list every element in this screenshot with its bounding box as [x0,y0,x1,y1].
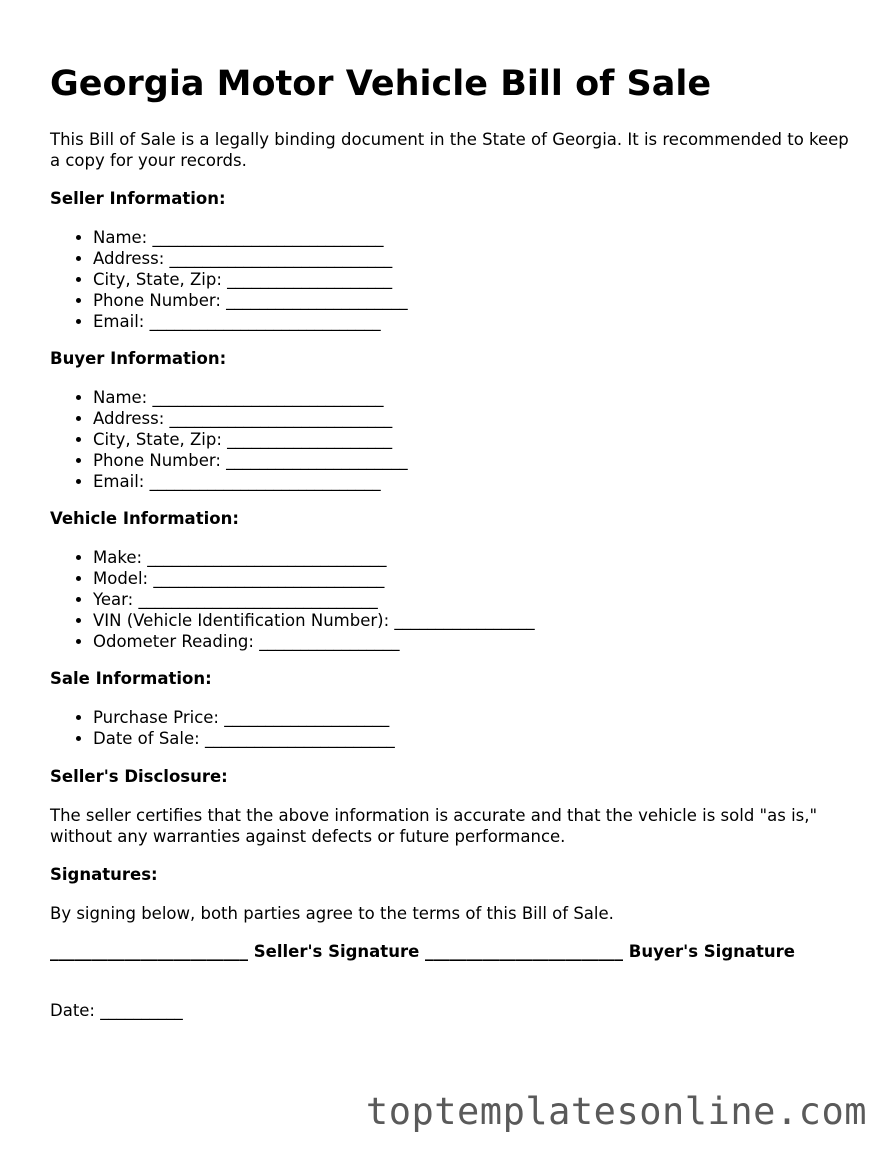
seller-address-item: • Address: ___________________________ [93,248,408,269]
seller-city-item: • City, State, Zip: ____________________ [93,269,408,290]
date-line: Date: __________ [50,1001,183,1020]
watermark: toptemplatesonline.com [365,1090,867,1133]
seller-list [50,227,408,332]
seller-email-item: • Email: ____________________________ [93,311,408,332]
vehicle-heading: Vehicle Information: [50,509,239,528]
intro-paragraph: This Bill of Sale is a legally binding document in the State of Georgia. It is recommended to keep a copy for your records. [50,130,849,170]
signature-lines: ________________________ Seller's Signature ________________________ Buyer's Signature [50,942,795,961]
signatures-intro: By signing below, both parties agree to the terms of this Bill of Sale. [50,904,614,923]
sale-list [50,707,395,749]
seller-heading: Seller Information: [50,189,226,208]
seller-phone-item: • Phone Number: ______________________ [93,290,408,311]
sale-price-item: • Purchase Price: ____________________ [93,707,395,728]
buyer-city-item: • City, State, Zip: ____________________ [93,429,408,450]
buyer-phone-item: • Phone Number: ______________________ [93,450,408,471]
buyer-name-item: • Name: ____________________________ [93,387,408,408]
buyer-heading: Buyer Information: [50,349,227,368]
vehicle-year-item: • Year: _____________________________ [93,589,535,610]
sale-heading: Sale Information: [50,669,212,688]
seller-name-item: • Name: ____________________________ [93,227,408,248]
disclosure-paragraph: The seller certifies that the above information is accurate and that the vehicle is sold "as is," without any warranties against defects or future performance. [50,806,818,846]
vehicle-odometer-item: • Odometer Reading: _________________ [93,631,535,652]
page-title: Georgia Motor Vehicle Bill of Sale [50,64,712,104]
vehicle-model-item: • Model: ____________________________ [93,568,535,589]
buyer-email-item: • Email: ____________________________ [93,471,408,492]
disclosure-heading: Seller's Disclosure: [50,767,228,786]
sale-date-item: • Date of Sale: _______________________ [93,728,395,749]
vehicle-vin-item: • VIN (Vehicle Identification Number): _________________ [93,610,535,631]
buyer-address-item: • Address: ___________________________ [93,408,408,429]
vehicle-list [50,547,535,652]
signatures-heading: Signatures: [50,865,158,884]
vehicle-make-item: • Make: _____________________________ [93,547,535,568]
buyer-list [50,387,408,492]
